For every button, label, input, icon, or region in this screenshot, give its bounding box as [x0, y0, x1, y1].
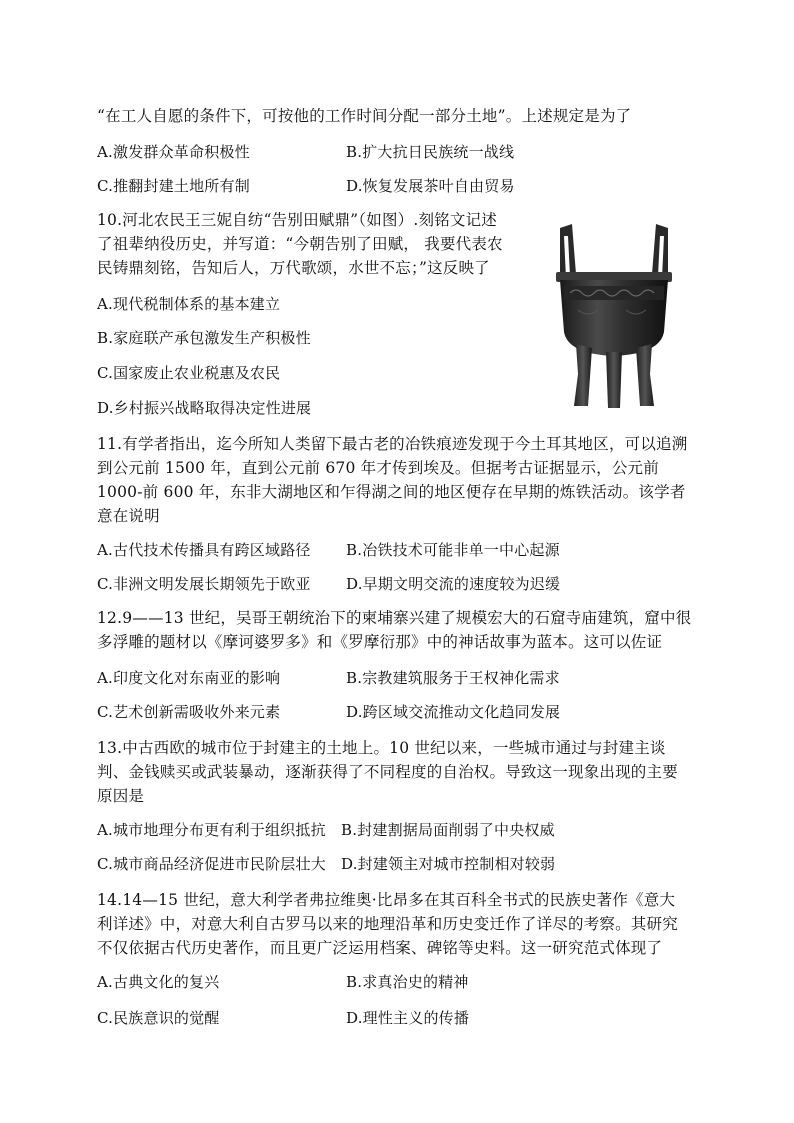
q14-option-c: C.民族意识的觉醒: [97, 1009, 220, 1027]
q14-option-d: D.理性主义的传播: [346, 1009, 470, 1027]
q13-option-a: A.城市地理分布更有利于组织抵抗: [97, 821, 326, 839]
q10-stem-line-3: 民铸鼎刻铭，告知后人，万代歌颂，水世不忘；”这反映了: [97, 259, 490, 277]
q11-stem-line-3: 1000-前 600 年，东非大湖地区和乍得湖之间的地区便存在早期的炼铁活动。该学者: [97, 483, 686, 501]
q11-option-d: D.早期文明交流的速度较为迟缓: [346, 575, 561, 593]
q9-option-d: D.恢复发展茶叶自由贸易: [346, 177, 515, 195]
q13-option-d: D.封建领主对城市控制相对较弱: [341, 855, 556, 873]
q10-option-a: A.现代税制体系的基本建立: [97, 295, 281, 313]
q11-stem-line-2: 到公元前 1500 年，直到公元前 670 年才传到埃及。但据考古证据显示，公元前: [97, 459, 659, 477]
q14-stem-line-1: 14.14—15 世纪，意大利学者弗拉维奥·比昂多在其百科全书式的民族史著作《意大: [97, 891, 676, 909]
q9-option-a: A.激发群众革命积极性: [97, 143, 250, 161]
q12-stem-line-2: 多浮雕的题材以《摩诃婆罗多》和《罗摩衍那》中的神话故事为蓝本。这可以佐证: [97, 633, 663, 651]
q13-stem-line-3: 原因是: [97, 787, 145, 805]
q10-option-c: C.国家废止农业税惠及农民: [97, 364, 281, 382]
q9-option-b: B.扩大抗日民族统一战线: [346, 143, 515, 161]
bronze-ding-tripod-icon: [548, 214, 680, 410]
q11-stem-line-4: 意在说明: [97, 507, 160, 525]
q13-option-b: B.封建割据局面削弱了中央权威: [341, 821, 555, 839]
q13-option-c: C.城市商品经济促进市民阶层壮大: [97, 855, 326, 873]
q12-option-c: C.艺术创新需吸收外来元素: [97, 703, 281, 721]
q10-stem-line-2: 了祖辈纳役历史，并写道：“今朝告别了田赋， 我要代表农: [97, 235, 503, 253]
q12-option-b: B.宗教建筑服务于王权神化需求: [346, 669, 560, 687]
q14-option-a: A.古典文化的复兴: [97, 973, 220, 991]
q10-stem-line-1: 10.河北农民王三妮自纺“告别田赋鼎”（如图）.刻铭文记述: [97, 211, 497, 229]
q12-option-a: A.印度文化对东南亚的影响: [97, 669, 281, 687]
q9-stem-line: “在工人自愿的条件下，可按他的工作时间分配一部分土地”。上述规定是为了: [97, 107, 632, 125]
q9-option-c: C.推翻封建土地所有制: [97, 177, 250, 195]
q13-stem-line-1: 13.中古西欧的城市位于封建主的土地上。10 世纪以来，一些城市通过与封建主谈: [97, 739, 666, 757]
q11-option-b: B.冶铁技术可能非单一中心起源: [346, 541, 560, 559]
q12-option-d: D.跨区域交流推动文化趋同发展: [346, 703, 561, 721]
q10-option-d: D.乡村振兴战略取得决定性进展: [97, 399, 312, 417]
q11-stem-line-1: 11.有学者指出，迄今所知人类留下最古老的冶铁痕迹发现于今土耳其地区，可以追溯: [97, 435, 688, 453]
q14-option-b: B.求真治史的精神: [346, 973, 469, 991]
q13-stem-line-2: 判、金钱赎买或武装暴动，逐渐获得了不同程度的自治权。导致这一现象出现的主要: [97, 763, 678, 781]
q11-option-a: A.古代技术传播具有跨区域路径: [97, 541, 311, 559]
q14-stem-line-2: 利详述》中，对意大利自古罗马以来的地理沿革和历史变迁作了详尽的考察。其研究: [97, 915, 678, 933]
q10-option-b: B.家庭联产承包激发生产积极性: [97, 329, 311, 347]
q12-stem-line-1: 12.9——13 世纪，吴哥王朝统治下的柬埔寨兴建了规模宏大的石窟寺庙建筑，窟中很: [97, 609, 692, 627]
q11-option-c: C.非洲文明发展长期领先于欧亚: [97, 575, 311, 593]
q14-stem-line-3: 不仅依据古代历史著作，而且更广泛运用档案、碑铭等史料。这一研究范式体现了: [97, 939, 663, 957]
